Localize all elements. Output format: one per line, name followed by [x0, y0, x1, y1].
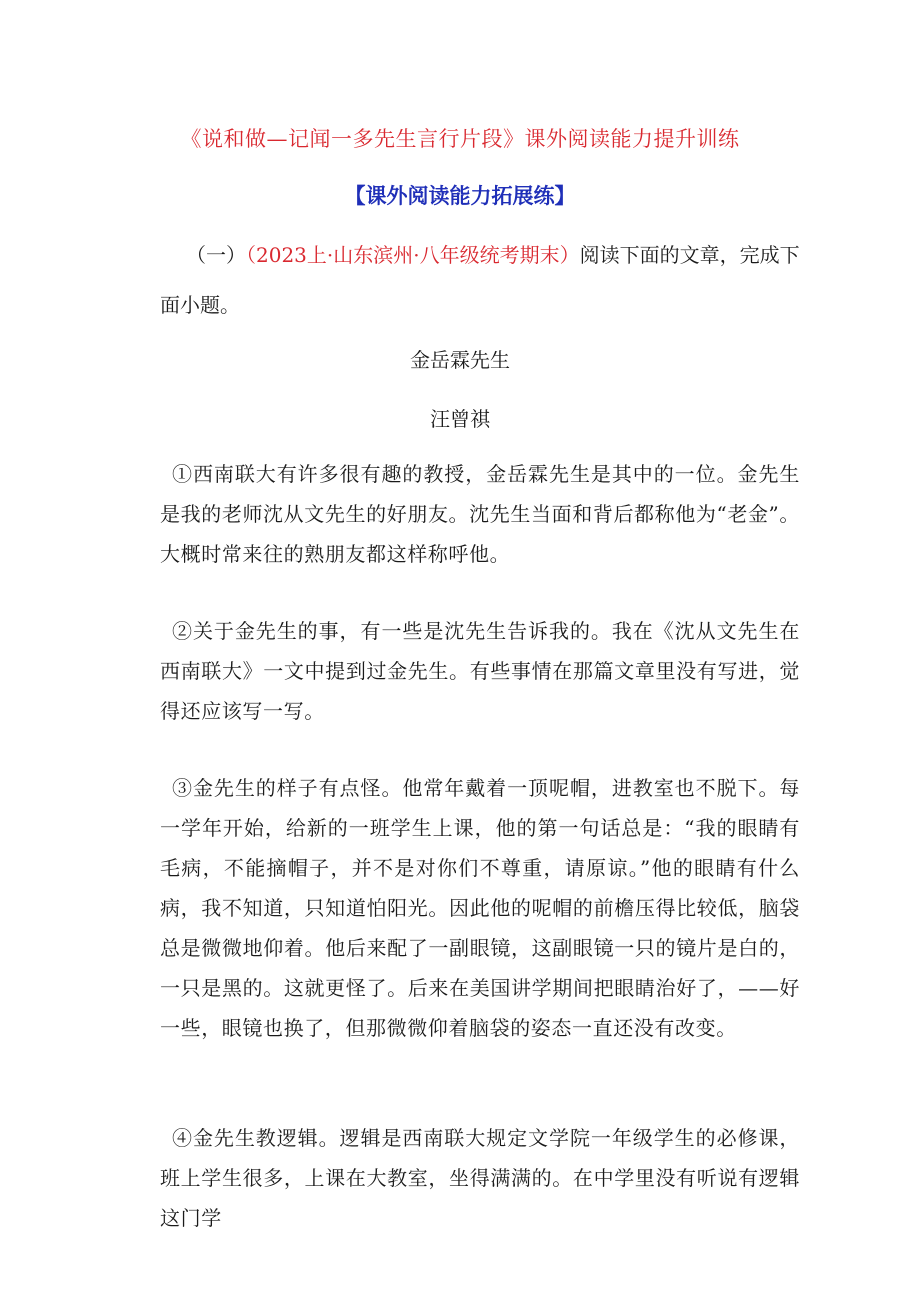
article-paragraph: ④金先生教逻辑。逻辑是西南联大规定文学院一年级学生的必修课，班上学生很多，上课在大教室，坐得满满的。在中学里没有听说有逻辑这门学 — [160, 1126, 800, 1230]
question-source: （2023上·山东滨州·八年级统考期末） — [246, 243, 580, 267]
document-title: 《说和做—记闻一多先生言行片段》课外阅读能力提升训练 — [180, 127, 740, 151]
article-paragraph: ③金先生的样子有点怪。他常年戴着一顶呢帽，进教室也不脱下。每一学年开始，给新的一班学生上课，他的第一句话总是：“我的眼睛有毛病，不能摘帽子，并不是对你们不尊重，请原谅。”他的眼睛有什么病，我不知道，只知道怕阳光。因此他的呢帽的前檐压得比较低，脑袋总是微微地仰着。他后来配了一副眼镜，这副眼镜一只的镜片是白的，一只是黑的。这就更怪了。后来在美国讲学期间把眼睛治好了，——好一些，眼镜也换了，但那微微仰着脑袋的姿态一直还没有改变。 — [160, 776, 800, 1040]
article-paragraph: ②关于金先生的事，有一些是沈先生告诉我的。我在《沈从文先生在西南联大》一文中提到过金先生。有些事情在那篇文章里没有写进，觉得还应该写一写。 — [160, 619, 800, 723]
article-title: 金岳霖先生 — [410, 348, 510, 372]
question-intro — [160, 230, 800, 330]
question-instruction: 阅读下面的文章，完成下面小题。 — [160, 243, 800, 317]
article-author: 汪曾祺 — [430, 407, 490, 431]
question-number: （一） — [186, 243, 246, 267]
article-paragraph: ①西南联大有许多很有趣的教授，金岳霖先生是其中的一位。金先生是我的老师沈从文先生的好朋友。沈先生当面和背后都称他为“老金”。大概时常来往的熟朋友都这样称呼他。 — [160, 462, 800, 566]
section-heading: 【课外阅读能力拓展练】 — [344, 184, 576, 208]
